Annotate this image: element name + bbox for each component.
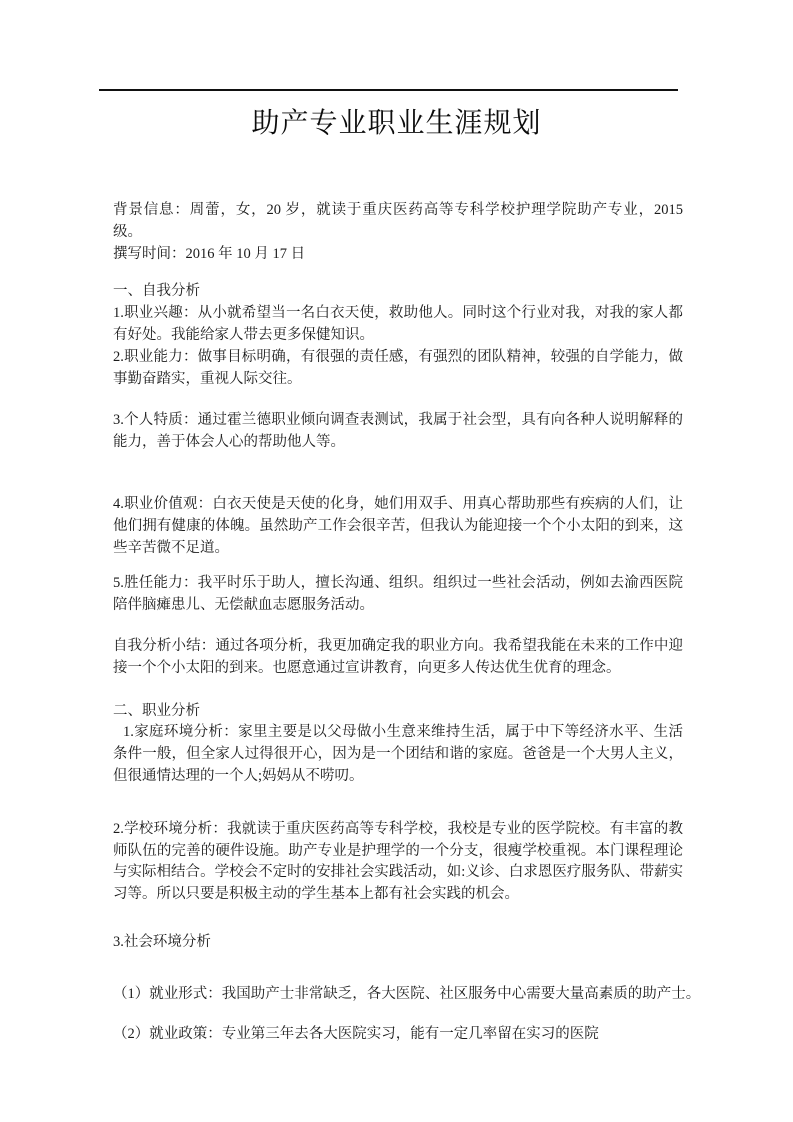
item-employment-form: （1）就业形式：我国助产士非常缺乏，各大医院、社区服务中心需要大量高素质的助产士。 [113, 985, 701, 1002]
item-school-environment: 2.学校环境分析：我就读于重庆医药高等专科学校，我校是专业的医学院校。有丰富的教师队伍的完善的硬件设施。助产专业是护理学的一个分支，很瘦学校重视。本门课程理论与实际相结合。学校会不定时的安排社会实践活动，如:义诊、白求恩医疗服务队、带薪实习等。所以只要是积极主动的学生基本上都有社会实践的机会。 [113, 820, 683, 903]
section-career-analysis-heading: 二、职业分析 [113, 702, 200, 719]
item-personal-traits: 3.个人特质：通过霍兰德职业倾向调查表测试，我属于社会型，具有向各种人说明解释的能力，善于体会人心的帮助他人等。 [113, 412, 683, 451]
background-info-line: 背景信息：周蕾，女，20 岁，就读于重庆医药高等专科学校护理学院助产专业，2015 级。 [113, 202, 683, 240]
item-employment-policy: （2）就业政策：专业第三年去各大医院实习，能有一定几率留在实习的医院 [113, 1025, 599, 1042]
item-social-environment-heading: 3.社会环境分析 [113, 933, 211, 950]
item-career-values: 4.职业价值观：白衣天使是天使的化身，她们用双手、用真心帮助那些有疾病的人们，让他们拥有健康的体魄。虽然助产工作会很辛苦，但我认为能迎接一个个小太阳的到来，这些辛苦微不足道。 [113, 495, 683, 556]
document-body [113, 200, 701, 1045]
item-career-ability: 2.职业能力：做事目标明确，有很强的责任感，有强烈的团队精神，较强的自学能力，做事勤奋踏实，重视人际交往。 [113, 348, 683, 387]
document-title: 助产专业职业生涯规划 [251, 107, 542, 138]
title-divider-line [99, 89, 678, 91]
item-career-interest: 1.职业兴趣：从小就希望当一名白衣天使，救助他人。同时这个行业对我，对我的家人都有好处。我能给家人带去更多保健知识。 [113, 305, 683, 343]
item-family-environment: 1.家庭环境分析：家里主要是以父母做小生意来维持生活，属于中下等经济水平、生活条件一般，但全家人过得很开心，因为是一个团结和谐的家庭。爸爸是一个大男人主义，但很通情达理的一个人;妈妈从不唠叨。 [113, 724, 683, 784]
write-date-line: 撰写时间：2016 年 10 月 17 日 [113, 245, 306, 262]
item-competence: 5.胜任能力：我平时乐于助人，擅长沟通、组织。组织过一些社会活动，例如去渝西医院陪伴脑瘫患儿、无偿献血志愿服务活动。 [113, 575, 683, 614]
self-analysis-summary: 自我分析小结：通过各项分析，我更加确定我的职业方向。我希望我能在未来的工作中迎接一个个小太阳的到来。也愿意通过宣讲教育，向更多人传达优生优育的理念。 [113, 637, 683, 676]
section-self-analysis-heading: 一、自我分析 [113, 283, 200, 300]
